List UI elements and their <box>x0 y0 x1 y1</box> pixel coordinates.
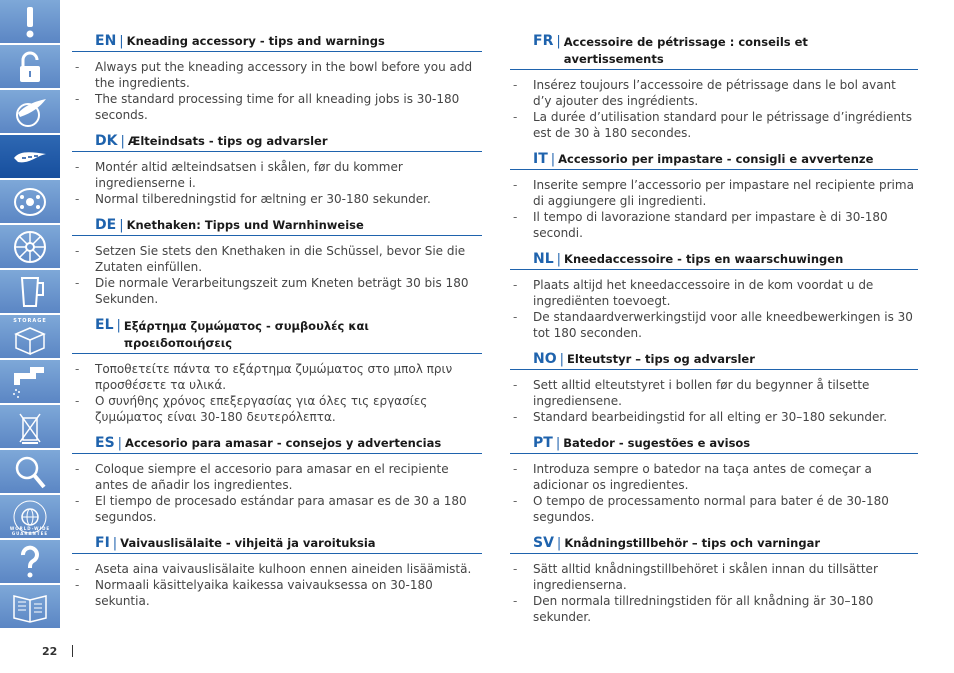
section-header: DK | Æltеindsats - tips og advarsler <box>72 132 482 152</box>
section-no <box>510 350 918 425</box>
section-header: PT | Batedor - sugestões e avisos <box>510 434 918 454</box>
section-header: EN | Kneading accessory - tips and warnings <box>72 32 482 52</box>
language-code: EL <box>95 317 114 333</box>
right-column <box>510 32 918 634</box>
list-item: - Normaali käsittelyaika kaikessa vaivauksessa on 30-180 sekuntia. <box>72 577 482 609</box>
section-en <box>72 32 482 123</box>
section-header: NL | Kneedaccessoire - tips en waarschuwingen <box>510 250 918 270</box>
section-fi <box>72 534 482 609</box>
list-item: - De standaardverwerkingstijd voor alle kneedbewerkingen is 30 tot 180 seconden. <box>510 309 918 341</box>
section-title: Kneading accessory - tips and warnings <box>126 34 385 48</box>
list-item: - El tiempo de procesado estándar para amasar es de 30 a 180 segundos. <box>72 493 482 525</box>
language-code: NL <box>533 251 554 267</box>
list-item: - Aseta aina vaivauslisälaite kulhoon ennen aineiden lisäämistä. <box>72 561 482 577</box>
list-item: - Insérez toujours l’accessoire de pétrissage dans le bol avant d’y ajouter des ingrédients. <box>510 77 918 109</box>
section-header: EL | Εξάρτημα ζυμώματος - συμβουλές και προειδοποιήσεις <box>72 316 482 354</box>
kneading-accessory-icon[interactable] <box>0 135 60 179</box>
section-header: SV | Knådningstillbehör – tips och varningar <box>510 534 918 554</box>
language-code: PT <box>533 435 553 451</box>
language-code: IT <box>533 151 548 167</box>
section-fr <box>510 32 918 141</box>
storage-box-icon[interactable] <box>0 315 60 359</box>
section-title: Knethaken: Tipps und Warnhinweise <box>126 218 364 232</box>
section-header: IT | Accessorio per impastare - consigli e avvertenze <box>510 150 918 170</box>
guarantee-caption: WORLD-WIDE GUARANTEE <box>9 526 51 536</box>
list-item: - O tempo de processamento normal para bater é de 30-180 segundos. <box>510 493 918 525</box>
page-number: 22 <box>42 645 58 658</box>
language-code: ES <box>95 435 115 451</box>
list-item: - Τοποθετείτε πάντα το εξάρτημα ζυμώματος στο μπολ πριν προσθέσετε τα υλικά. <box>72 361 482 393</box>
mixer-blade-icon[interactable] <box>0 90 60 134</box>
list-item: - Coloque siempre el accesorio para amasar en el recipiente antes de añadir los ingredientes. <box>72 461 482 493</box>
section-header: DE | Knethaken: Tipps und Warnhinweise <box>72 216 482 236</box>
tap-water-icon[interactable] <box>0 360 60 404</box>
list-item: - La durée d’utilisation standard pour le pétrissage d’ingrédients est de 30 à 180 secondes. <box>510 109 918 141</box>
language-code: SV <box>533 535 554 551</box>
list-item: - Always put the kneading accessory in the bowl before you add the ingredients. <box>72 59 482 91</box>
list-item: - Standard bearbeidingstid for all elting er 30–180 sekunder. <box>510 409 918 425</box>
section-title: Batedor - sugestões e avisos <box>563 436 751 450</box>
language-code: DE <box>95 217 117 233</box>
language-code: DK <box>95 133 118 149</box>
section-it <box>510 150 918 241</box>
list-item: - Introduza sempre o batedor na taça antes de começar a adicionar os ingredientes. <box>510 461 918 493</box>
world-wide-guarantee-icon[interactable] <box>0 495 60 539</box>
section-pt <box>510 434 918 525</box>
list-item: - The standard processing time for all kneading jobs is 30-180 seconds. <box>72 91 482 123</box>
section-header: FR | Accessoire de pétrissage : conseils et avertissements <box>510 32 918 70</box>
sidebar-icon-strip <box>0 0 60 640</box>
left-column <box>72 32 482 618</box>
warning-icon[interactable] <box>0 0 60 44</box>
question-icon[interactable] <box>0 540 60 584</box>
section-el <box>72 316 482 425</box>
section-es <box>72 434 482 525</box>
section-title: Kneedaccessoire - tips en waarschuwingen <box>564 252 844 266</box>
section-title: Æltеindsats - tips og advarsler <box>127 134 328 148</box>
page-number-divider <box>72 645 73 657</box>
storage-caption: STORAGE <box>13 318 47 324</box>
list-item: - Die normale Verarbeitungszeit zum Kneten beträgt 30 bis 180 Sekunden. <box>72 275 482 307</box>
list-item: - Sett alltid elteutstyret i bollen før du begynner å tilsette ingrediensene. <box>510 377 918 409</box>
section-sv <box>510 534 918 625</box>
recycle-bin-icon[interactable] <box>0 405 60 449</box>
section-title: Knådningstillbehör – tips och varningar <box>564 536 821 550</box>
section-header: FI | Vaivauslisälaite - vihjeitä ja varoituksia <box>72 534 482 554</box>
list-item: - Setzen Sie stets den Knethaken in die Schüssel, bevor Sie die Zutaten einfüllen. <box>72 243 482 275</box>
cutting-disc-icon[interactable] <box>0 225 60 269</box>
section-title: Εξάρτημα ζυμώματος - συμβουλές και προειδοποιήσεις <box>123 319 369 350</box>
section-dk <box>72 132 482 207</box>
section-title: Accesorio para amasar - consejos y advertencias <box>125 436 442 450</box>
section-nl <box>510 250 918 341</box>
list-item: - Plaats altijd het kneedaccessoire in de kom voordat u de ingrediënten toevoegt. <box>510 277 918 309</box>
list-item: - Normal tilberedningstid for æltning er 30-180 sekunder. <box>72 191 482 207</box>
list-item: - Montér altid ælteindsatsen i skålen, før du kommer ingredienserne i. <box>72 159 482 191</box>
list-item: - Den normala tillredningstiden för all knådning är 30–180 sekunder. <box>510 593 918 625</box>
section-title: Elteutstyr – tips og advarsler <box>567 352 755 366</box>
language-code: FI <box>95 535 110 551</box>
lock-icon[interactable] <box>0 45 60 89</box>
magnifier-icon[interactable] <box>0 450 60 494</box>
list-item: - Il tempo di lavorazione standard per impastare è di 30-180 secondi. <box>510 209 918 241</box>
section-header: NO | Elteutstyr – tips og advarsler <box>510 350 918 370</box>
language-code: NO <box>533 351 557 367</box>
section-title: Accessoire de pétrissage : conseils et avertissements <box>563 35 808 66</box>
section-title: Vaivauslisälaite - vihjeitä ja varoituksia <box>120 536 376 550</box>
language-code: FR <box>533 33 554 49</box>
section-header: ES | Accesorio para amasar - consejos y advertencias <box>72 434 482 454</box>
language-code: EN <box>95 33 117 49</box>
list-item: - Inserite sempre l’accessorio per impastare nel recipiente prima di aggiungere gli ingredienti. <box>510 177 918 209</box>
list-item: - Sätt alltid knådningstillbehöret i skålen innan du tillsätter ingredienserna. <box>510 561 918 593</box>
manual-book-icon[interactable] <box>0 585 60 629</box>
section-title: Accessorio per impastare - consigli e avvertenze <box>558 152 874 166</box>
section-de <box>72 216 482 307</box>
list-item: - Ο συνήθης χρόνος επεξεργασίας για όλες τις εργασίες ζυμώματος είναι 30-180 δευτερόλεπτα. <box>72 393 482 425</box>
whisk-disc-icon[interactable] <box>0 180 60 224</box>
jug-icon[interactable] <box>0 270 60 314</box>
